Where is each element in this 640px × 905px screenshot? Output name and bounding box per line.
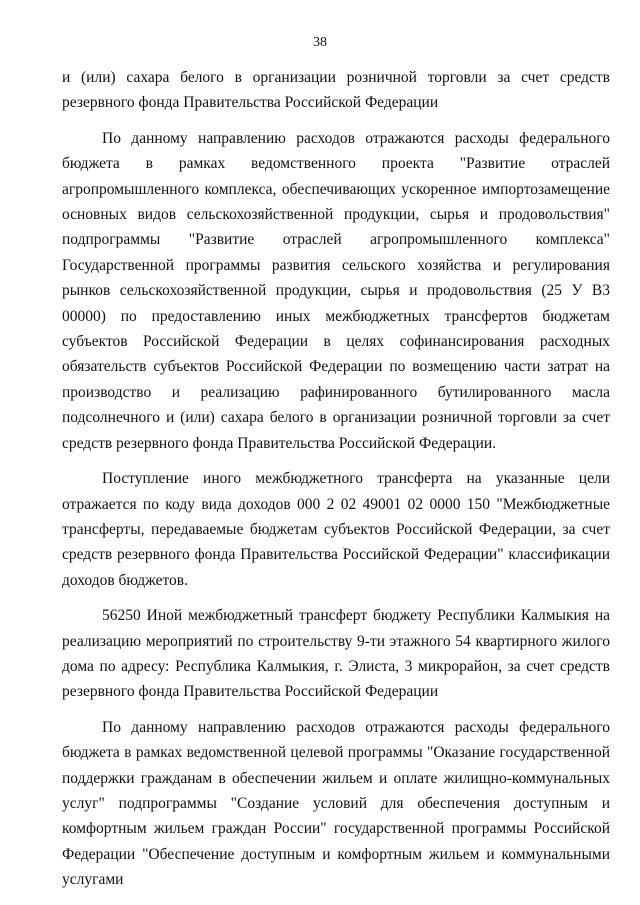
paragraph-revenue-code: Поступление иного межбюджетного трансферта на указанные цели отражается по коду вида доходов 000 2 02 49001 02 0000 150 "Межбюджетные трансферты, передаваемые бюджетам субъектов Российской Федерации, за счет средств резервного фонда Правительства Российской Федерации" классификации доходов бюджетов.: [62, 470, 610, 589]
paragraph-housing-program: По данному направлению расходов отражаются расходы федерального бюджета в рамках ведомственной целевой программы "Оказание государственной поддержки гражданам в обеспечении жильем и оплате жилищно-коммунальных услуг" подпрограммы "Создание условий для обеспечения доступным и комфортным жильем граждан России" государственной программы Российской Федерации "Обеспечение доступным и комфортным жильем и коммунальными услугами: [62, 718, 610, 889]
document-body: [62, 65, 610, 893]
page-number: 38: [313, 35, 327, 50]
paragraph-continuation: и (или) сахара белого в организации розничной торговли за счет средств резервного фонда Правительства Российской Федерации: [62, 69, 610, 112]
paragraph-code-56250: 56250 Иной межбюджетный трансферт бюджету Республики Калмыкия на реализацию мероприятий по строительству 9-ти этажного 54 квартирного жилого дома по адресу: Республика Калмыкия, г. Элиста, 3 микрорайон, за счет средств резервного фонда Правительства Российской Федерации: [62, 607, 610, 701]
paragraph-expenses-description: По данному направлению расходов отражаются расходы федерального бюджета в рамках ведомственного проекта "Развитие отраслей агропромышленного комплекса, обеспечивающих ускоренное импортозамещение основных видов сельскохозяйственной продукции, сырья и продовольствия" подпрограммы "Развитие отраслей агропромышленного комплекса" Государственной программы развития сельского хозяйства и регулирования рынков сельскохозяйственной продукции, сырья и продовольствия (25 У В3 00000) по предоставлению иных межбюджетных трансфертов бюджетам субъектов Российской Федерации в целях софинансирования расходных обязательств субъектов Российской Федерации по возмещению части затрат на производство и реализацию рафинированного бутилированного масла подсолнечного и (или) сахара белого в организации розничной торговли за счет средств резервного фонда Правительства Российской Федерации.: [62, 129, 610, 452]
